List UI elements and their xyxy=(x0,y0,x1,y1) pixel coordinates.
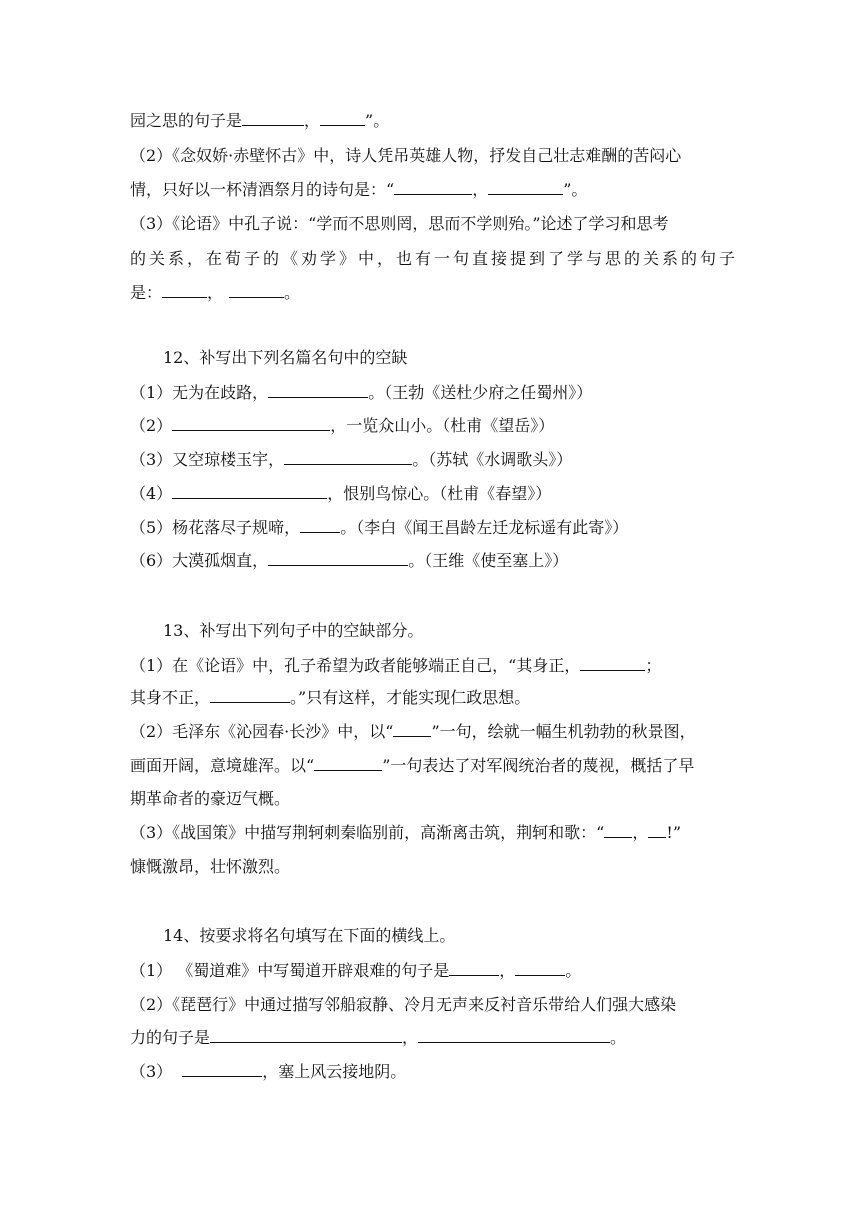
text: ， xyxy=(304,111,321,130)
text: ”。 xyxy=(563,180,588,199)
s13-q2-line3: 期革命者的豪迈气概。 xyxy=(130,789,291,808)
text: 。（王勃《送杜少府之任蜀州》） xyxy=(368,383,593,402)
s14-q3 xyxy=(130,1062,406,1082)
s14-q2-line1 xyxy=(130,995,730,1015)
section-14-title: 14、按要求将名句填写在下面的横线上。 xyxy=(163,926,456,945)
answer-blank[interactable] xyxy=(284,450,412,465)
text: 。”只有这样，才能实现仁政思想。 xyxy=(290,688,531,707)
text: （1）在《论语》中，孔子希望为政者能够端正自己，“其身正， xyxy=(130,656,581,675)
text: 其身不正， xyxy=(130,688,211,707)
text: （3） xyxy=(130,1062,173,1081)
text: ， xyxy=(207,283,224,302)
s13-q3-line2: 慷慨激昂，壮怀激烈。 xyxy=(130,857,291,876)
text: （3）《论语》中孔子说：“学而不思则罔，思而不学则殆。”论述了学习和思考 xyxy=(130,214,669,233)
s13-q1-line1 xyxy=(130,656,661,676)
text: ”一句表达了对军阀统治者的蔑视，概括了早 xyxy=(382,756,695,775)
answer-blank[interactable] xyxy=(268,383,368,398)
s0-q3-line1 xyxy=(130,214,730,234)
text: （5）杨花落尽子规啼， xyxy=(130,518,301,537)
text: （2）毛泽东《沁园春·长沙》中，以“ xyxy=(130,722,394,741)
text: （3）《战国策》中描写荆轲刺秦临别前，高渐离击筑，荆轲和歌：“ xyxy=(130,823,605,842)
answer-blank[interactable] xyxy=(320,111,365,126)
text: ，一览众山小。（杜甫《望岳》） xyxy=(330,416,555,435)
text: ， xyxy=(499,961,516,980)
text: （1）无为在歧路， xyxy=(130,383,269,402)
text: 。（苏轼《水调歌头》） xyxy=(412,450,573,469)
s0-line1 xyxy=(130,111,389,131)
answer-blank[interactable] xyxy=(268,551,408,566)
text: 情，只好以一杯清酒祭月的诗句是：“ xyxy=(130,180,395,199)
text: ， xyxy=(632,823,649,842)
text: 。 xyxy=(284,283,301,302)
text: ， xyxy=(402,1028,419,1047)
section-12-title: 12、补写出下列名篇名句中的空缺 xyxy=(163,348,408,367)
text: ，恨别鸟惊心。（杜甫《春望》） xyxy=(327,484,552,503)
answer-blank[interactable] xyxy=(210,1028,402,1043)
answer-blank[interactable] xyxy=(314,756,382,771)
text: 是： xyxy=(130,283,163,302)
answer-blank[interactable] xyxy=(229,283,284,298)
answer-blank[interactable] xyxy=(580,656,645,671)
answer-blank[interactable] xyxy=(648,823,666,838)
s0-q3-line3 xyxy=(130,283,300,303)
text: （3）又空琼楼玉宇， xyxy=(130,450,285,469)
text: （2）《琵琶行》中通过描写邻船寂静、冷月无声来反衬音乐带给人们强大感染 xyxy=(130,995,677,1014)
s13-q2-line2 xyxy=(130,756,694,776)
s13-q1-line2 xyxy=(130,688,530,708)
answer-blank[interactable] xyxy=(418,1028,610,1043)
s12-q5 xyxy=(130,518,628,538)
answer-blank[interactable] xyxy=(210,688,290,703)
s0-q2-line1 xyxy=(130,146,730,166)
text: 。（李白《闻王昌龄左迁龙标遥有此寄》） xyxy=(340,518,629,537)
answer-blank[interactable] xyxy=(172,484,327,499)
text: ， xyxy=(472,180,489,199)
answer-blank[interactable] xyxy=(604,823,632,838)
answer-blank[interactable] xyxy=(449,961,499,976)
s0-q2-line2 xyxy=(130,180,587,200)
text: 。 xyxy=(610,1028,627,1047)
answer-blank[interactable] xyxy=(300,518,340,533)
text: （1） 《蜀道难》中写蜀道开辟艰难的句子是 xyxy=(130,961,450,980)
text: ”一句，绘就一幅生机勃勃的秋景图， xyxy=(431,722,696,741)
s13-q2-line1 xyxy=(130,722,696,742)
s14-q1 xyxy=(130,961,581,981)
answer-blank[interactable] xyxy=(394,180,472,195)
text: 园之思的句子是 xyxy=(130,111,243,130)
text: ，塞上风云接地阴。 xyxy=(262,1062,407,1081)
answer-blank[interactable] xyxy=(515,961,565,976)
text: （6）大漠孤烟直， xyxy=(130,551,269,570)
s0-q3-line2 xyxy=(130,249,739,269)
text: ”。 xyxy=(365,111,390,130)
answer-blank[interactable] xyxy=(242,111,304,126)
text: 力的句子是 xyxy=(130,1028,211,1047)
text: 。（王维《使至塞上》） xyxy=(408,551,569,570)
s12-q6 xyxy=(130,551,568,571)
text: 的关系，在荀子的《劝学》中，也有一句直接提到了学与思的关系的句子 xyxy=(130,249,739,268)
s12-q3 xyxy=(130,450,572,470)
text: 画面开阔，意境雄浑。以“ xyxy=(130,756,315,775)
s14-q2-line2 xyxy=(130,1028,626,1048)
text: （4） xyxy=(130,484,173,503)
text: ； xyxy=(645,656,662,675)
s12-q2 xyxy=(130,416,554,436)
text: !” xyxy=(666,823,681,842)
text: 。 xyxy=(565,961,582,980)
answer-blank[interactable] xyxy=(162,283,207,298)
answer-blank[interactable] xyxy=(393,722,431,737)
section-13-title: 13、补写出下列句子中的空缺部分。 xyxy=(163,621,424,640)
text: （2） xyxy=(130,416,173,435)
s12-q4 xyxy=(130,484,551,504)
answer-blank[interactable] xyxy=(488,180,563,195)
answer-blank[interactable] xyxy=(172,416,330,431)
text: （2）《念奴娇·赤壁怀古》中，诗人凭吊英雄人物，抒发自己壮志难酬的苦闷心 xyxy=(130,146,682,165)
s13-q3-line1 xyxy=(130,823,681,843)
answer-blank[interactable] xyxy=(182,1062,262,1077)
s12-q1 xyxy=(130,383,592,403)
